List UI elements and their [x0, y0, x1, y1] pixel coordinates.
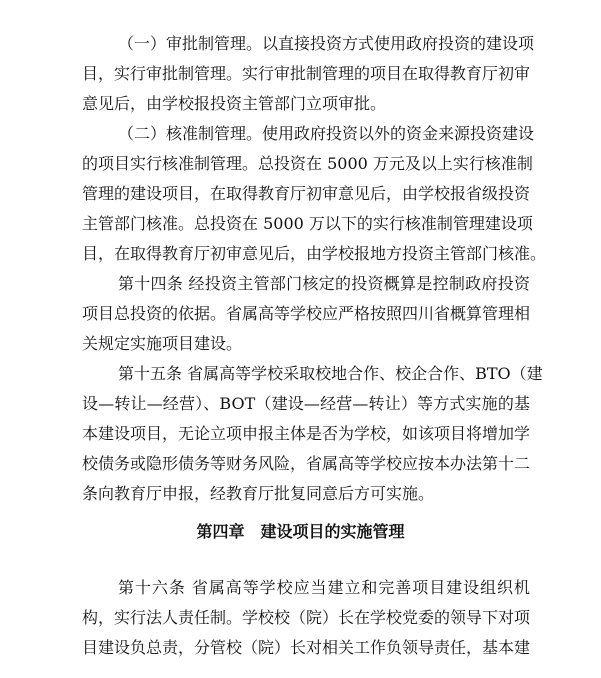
paragraph-line: 校债务或隐形债务等财务风险，省属高等学校应按本办法第十二	[82, 454, 531, 473]
paragraph-line: 构，实行法人责任制。学校校（院）长在学校党委的领导下对项	[82, 608, 531, 627]
paragraph-line: 第十六条 省属高等学校应当建立和完善项目建设组织机	[118, 578, 530, 597]
paragraph-line: （一）审批制管理。以直接投资方式使用政府投资的建设项	[118, 34, 535, 53]
chapter-heading: 第四章 建设项目的实施管理	[196, 522, 405, 541]
paragraph-line: 项目总投资的依据。省属高等学校应严格按照四川省概算管理相	[82, 304, 531, 323]
paragraph-line: 意见后，由学校报投资主管部门立项审批。	[82, 94, 387, 113]
paragraph-line: 条向教育厅申报，经教育厅批复同意后方可实施。	[82, 484, 435, 503]
paragraph-line: 管理的建设项目，在取得教育厅初审意见后，由学校报省级投资	[82, 184, 531, 203]
paragraph-line: （二）核准制管理。使用政府投资以外的资金来源投资建设	[118, 124, 535, 143]
paragraph-line: 主管部门核准。总投资在 5000 万以下的实行核准制管理建设项	[82, 214, 533, 233]
paragraph-line: 目，在取得教育厅初审意见后，由学校报地方投资主管部门核准。	[82, 244, 547, 263]
paragraph-line: 目建设负总责，分管校（院）长对相关工作负领导责任，基本建	[82, 638, 531, 657]
paragraph-line: 第十四条 经投资主管部门核定的投资概算是控制政府投资	[118, 274, 530, 293]
paragraph-line: 目，实行审批制管理。实行审批制管理的项目在取得教育厅初审	[82, 64, 531, 83]
paragraph-line: 设—转让—经营）、BOT（建设—经营—转让）等方式实施的基	[82, 394, 530, 413]
paragraph-line: 第十五条 省属高等学校采取校地合作、校企合作、BTO（建	[118, 364, 543, 383]
paragraph-line: 关规定实施项目建设。	[82, 334, 243, 353]
paragraph-line: 本建设项目，无论立项申报主体是否为学校，如该项目将增加学	[82, 424, 531, 443]
paragraph-line: 的项目实行核准制管理。总投资在 5000 万元及以上实行核准制	[82, 154, 533, 173]
